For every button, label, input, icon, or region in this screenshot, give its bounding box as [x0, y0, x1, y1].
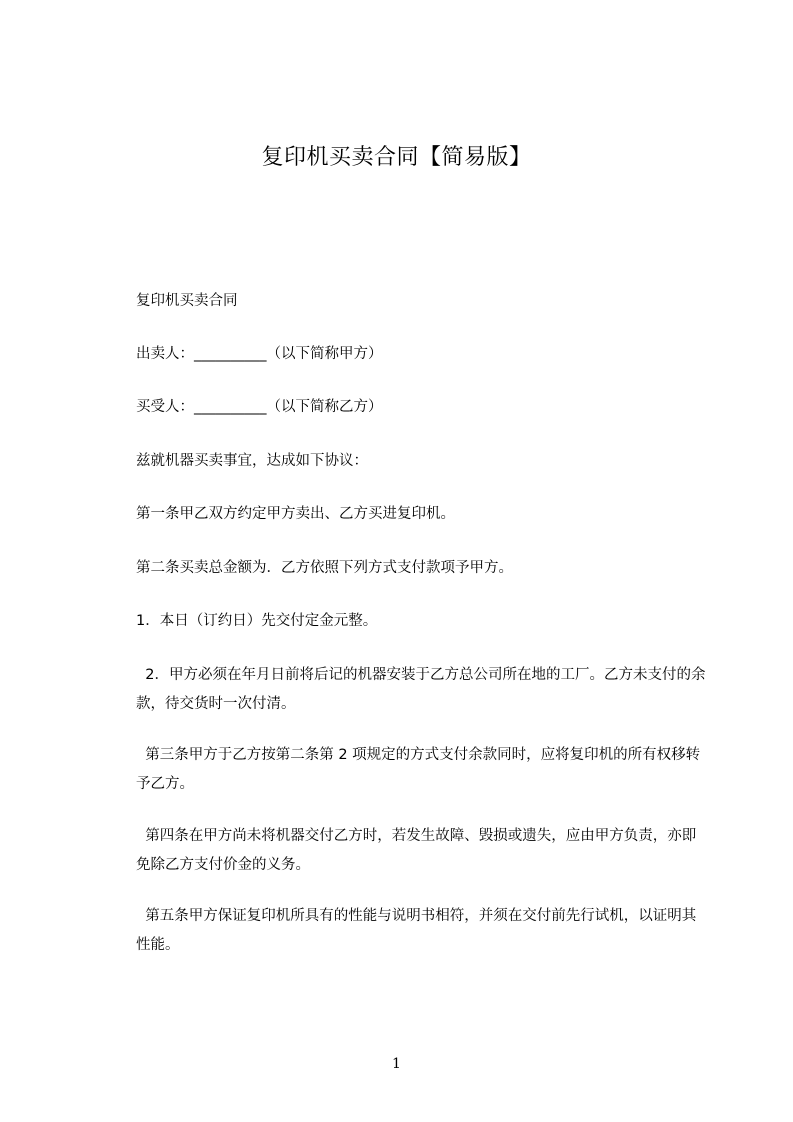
paragraph-agreement-intro: 兹就机器买卖事宜，达成如下协议： — [136, 453, 368, 469]
paragraph-seller: 出卖人：__________（以下简称甲方） — [136, 346, 383, 362]
paragraph-article-2: 第二条买卖总金额为．乙方依照下列方式支付款项予甲方。 — [136, 560, 513, 576]
paragraph-article-1: 第一条甲乙双方约定甲方卖出、乙方买进复印机。 — [136, 506, 455, 522]
page-number: 1 — [392, 1056, 401, 1072]
document-title: 复印机买卖合同【简易版】 — [261, 145, 532, 170]
paragraph-contract-name: 复印机买卖合同 — [136, 293, 238, 309]
paragraph-article-4: 第四条在甲方尚未将机器交付乙方时，若发生故障、毁损或遗失，应由甲方负责，亦即免除乙方支付价金的义务。 — [136, 828, 697, 873]
paragraph-article-5: 第五条甲方保证复印机所具有的性能与说明书相符，并须在交付前先行试机，以证明其性能。 — [136, 908, 697, 953]
paragraph-clause-2-1: 1．本日（订约日）先交付定金元整。 — [136, 613, 378, 629]
paragraph-clause-2-2: 2．甲方必须在年月日前将后记的机器安装于乙方总公司所在地的工厂。乙方未支付的余款，待交货时一次付清。 — [136, 667, 706, 712]
paragraph-article-3: 第三条甲方于乙方按第二条第 2 项规定的方式支付余款同时，应将复印机的所有权移转予乙方。 — [136, 747, 701, 792]
paragraph-buyer: 买受人：__________（以下简称乙方） — [136, 399, 383, 415]
